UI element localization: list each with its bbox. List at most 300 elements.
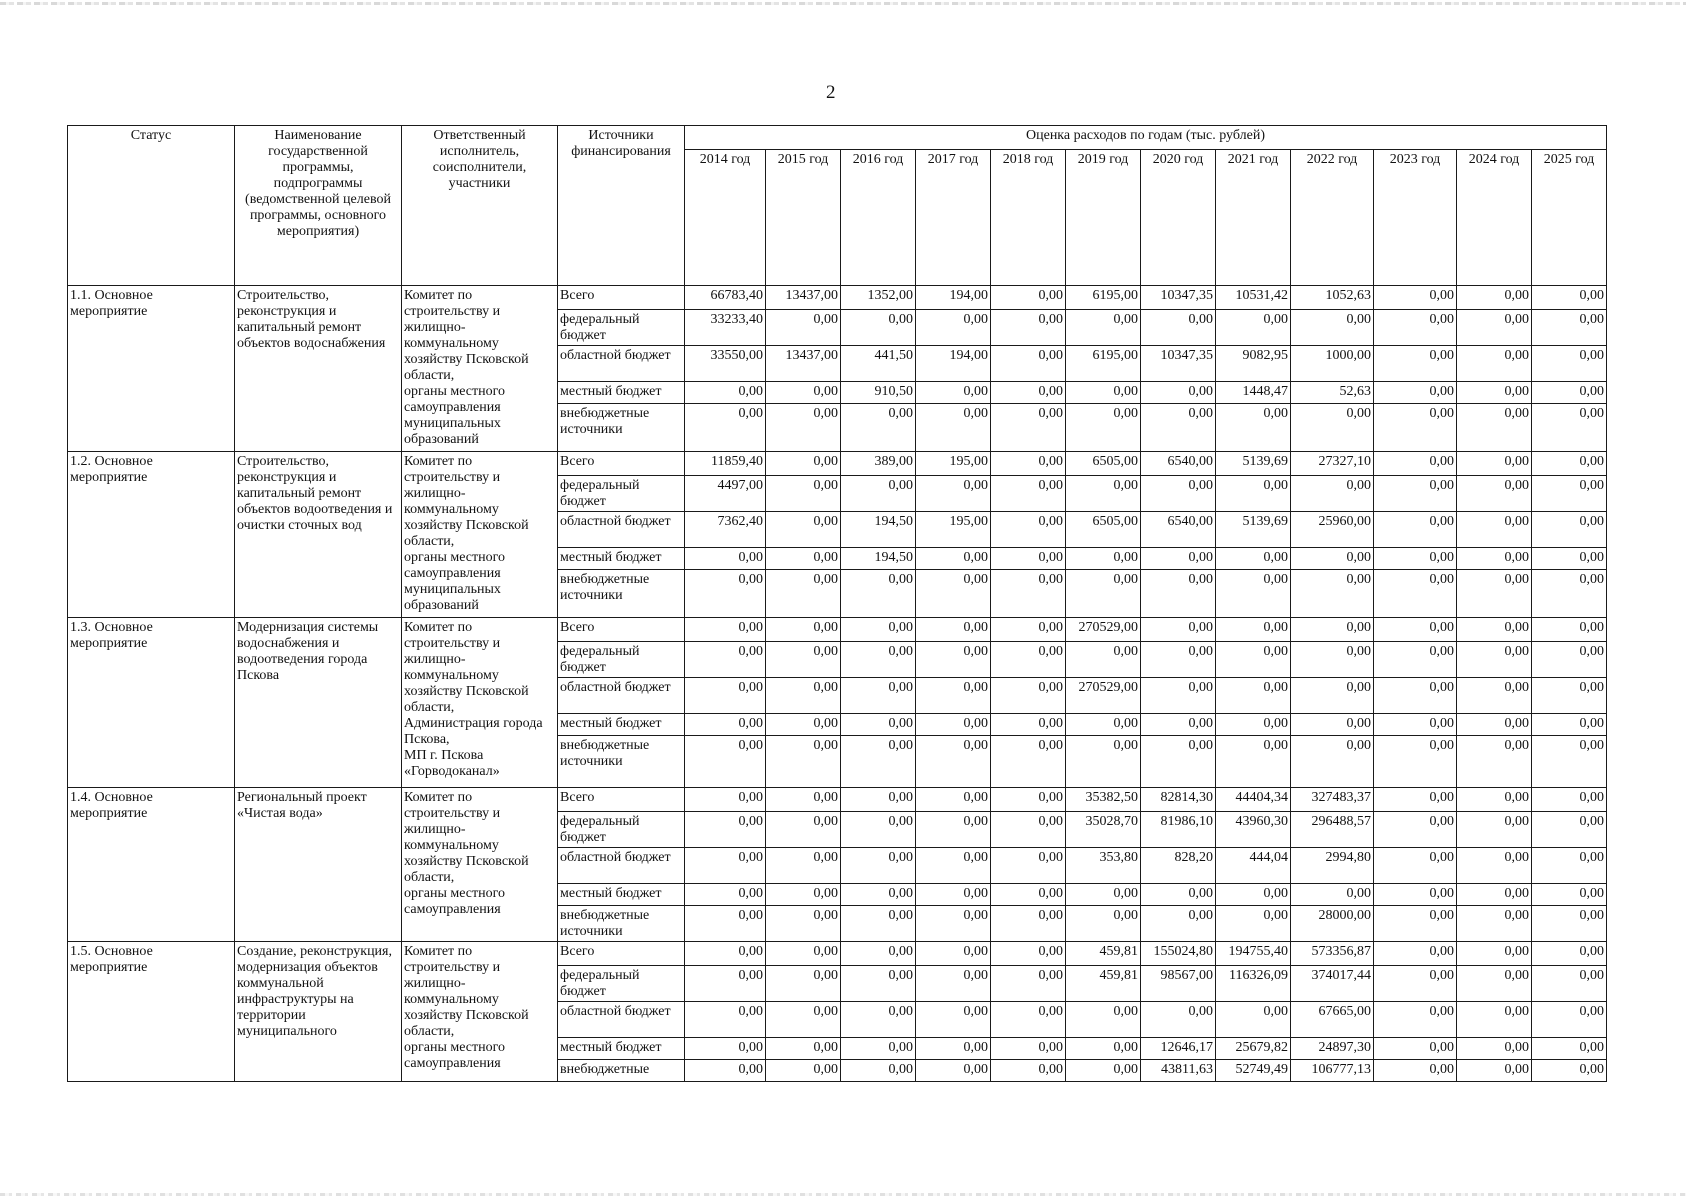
value-cell: 0,00 [766,906,841,942]
header-sources: Источники финансирования [558,126,685,286]
value-cell: 0,00 [1457,1060,1532,1082]
value-cell: 0,00 [685,1038,766,1060]
value-cell: 0,00 [766,404,841,452]
responsible-party: Комитет по строительству и жилищно-коммунальному хозяйству Псковской области, [404,944,529,1039]
funding-source-cell: внебюджетные источники [558,736,685,788]
value-cell: 0,00 [841,404,916,452]
funding-source-cell: федеральный бюджет [558,476,685,512]
value-cell: 0,00 [1216,906,1291,942]
value-cell: 441,50 [841,346,916,382]
value-cell: 0,00 [766,452,841,476]
value-cell: 0,00 [991,714,1066,736]
value-cell: 0,00 [991,966,1066,1002]
value-cell: 0,00 [916,788,991,812]
value-cell: 0,00 [841,942,916,966]
value-cell: 0,00 [1291,678,1374,714]
value-cell: 0,00 [1374,848,1457,884]
value-cell: 0,00 [991,812,1066,848]
value-cell: 0,00 [1457,848,1532,884]
value-cell: 0,00 [1374,512,1457,548]
funding-source-cell: внебюджетные источники [558,404,685,452]
value-cell: 0,00 [916,966,991,1002]
program-name-cell: Строительство, реконструкция и капитальный ремонт объектов водоснабжения [235,286,402,452]
value-cell: 6195,00 [1066,346,1141,382]
value-cell: 0,00 [1066,714,1141,736]
value-cell: 0,00 [1457,310,1532,346]
value-cell: 6195,00 [1066,286,1141,310]
value-cell: 44404,34 [1216,788,1291,812]
value-cell: 194755,40 [1216,942,1291,966]
value-cell: 0,00 [1457,966,1532,1002]
value-cell: 0,00 [1374,570,1457,618]
value-cell: 0,00 [1066,548,1141,570]
value-cell: 0,00 [1374,476,1457,512]
value-cell: 1448,47 [1216,382,1291,404]
value-cell: 0,00 [1374,812,1457,848]
value-cell: 0,00 [916,548,991,570]
status-cell: 1.3. Основное мероприятие [68,618,235,788]
value-cell: 0,00 [916,1002,991,1038]
value-cell: 0,00 [1216,310,1291,346]
value-cell: 0,00 [685,404,766,452]
value-cell: 0,00 [1216,678,1291,714]
value-cell: 0,00 [1141,548,1216,570]
funding-source-cell: Всего [558,286,685,310]
value-cell: 0,00 [1374,788,1457,812]
responsible-cell [402,788,558,942]
value-cell: 0,00 [916,736,991,788]
value-cell: 0,00 [841,476,916,512]
value-cell: 0,00 [991,906,1066,942]
value-cell: 0,00 [1374,404,1457,452]
value-cell: 0,00 [1141,570,1216,618]
status-cell: 1.1. Основное мероприятие [68,286,235,452]
value-cell: 0,00 [1291,570,1374,618]
value-cell: 10347,35 [1141,286,1216,310]
value-cell: 0,00 [916,1038,991,1060]
value-cell: 0,00 [991,618,1066,642]
value-cell: 0,00 [1457,346,1532,382]
value-cell: 35028,70 [1066,812,1141,848]
value-cell: 0,00 [841,736,916,788]
responsible-party: Администрация города Пскова, [404,716,543,747]
value-cell: 0,00 [1457,548,1532,570]
value-cell: 0,00 [991,678,1066,714]
header-status: Статус [68,126,235,286]
value-cell: 0,00 [1141,714,1216,736]
value-cell: 0,00 [841,678,916,714]
value-cell: 11859,40 [685,452,766,476]
value-cell: 0,00 [1457,1038,1532,1060]
value-cell: 0,00 [1374,618,1457,642]
value-cell: 270529,00 [1066,618,1141,642]
responsible-party: органы местного самоуправления [404,886,505,917]
value-cell: 0,00 [766,678,841,714]
value-cell: 1352,00 [841,286,916,310]
value-cell: 0,00 [991,1002,1066,1038]
value-cell: 0,00 [841,1038,916,1060]
value-cell: 0,00 [766,736,841,788]
value-cell: 0,00 [1141,906,1216,942]
value-cell: 10531,42 [1216,286,1291,310]
value-cell: 0,00 [1216,736,1291,788]
value-cell: 0,00 [1532,310,1607,346]
funding-source-cell: Всего [558,452,685,476]
value-cell: 0,00 [841,642,916,678]
value-cell: 5139,69 [1216,512,1291,548]
value-cell: 0,00 [1532,382,1607,404]
value-cell: 4497,00 [685,476,766,512]
table-body [68,286,1607,1082]
funding-source-cell: областной бюджет [558,678,685,714]
value-cell: 0,00 [1532,548,1607,570]
value-cell: 0,00 [685,906,766,942]
program-name-cell: Создание, реконструкция, модернизация объектов коммунальной инфраструктуры на территории муниципального [235,942,402,1082]
value-cell: 43811,63 [1141,1060,1216,1082]
responsible-party: Комитет по строительству и жилищно-коммунальному хозяйству Псковской области, [404,288,529,383]
value-cell: 0,00 [685,714,766,736]
value-cell: 24897,30 [1291,1038,1374,1060]
value-cell: 0,00 [841,714,916,736]
value-cell: 194,50 [841,548,916,570]
value-cell: 0,00 [1532,404,1607,452]
funding-source-cell: внебюджетные источники [558,570,685,618]
value-cell: 106777,13 [1291,1060,1374,1082]
header-year: 2025 год [1532,150,1607,286]
value-cell: 0,00 [766,512,841,548]
value-cell: 0,00 [991,884,1066,906]
value-cell: 0,00 [1374,642,1457,678]
value-cell: 0,00 [1457,476,1532,512]
value-cell: 0,00 [685,884,766,906]
value-cell: 0,00 [916,714,991,736]
value-cell: 6505,00 [1066,512,1141,548]
value-cell: 81986,10 [1141,812,1216,848]
value-cell: 0,00 [841,788,916,812]
value-cell: 0,00 [1141,618,1216,642]
value-cell: 0,00 [1374,906,1457,942]
value-cell: 0,00 [1216,884,1291,906]
value-cell: 0,00 [991,1038,1066,1060]
value-cell: 0,00 [1216,1002,1291,1038]
value-cell: 0,00 [916,476,991,512]
value-cell: 0,00 [1291,476,1374,512]
value-cell: 0,00 [1374,1038,1457,1060]
value-cell: 0,00 [1532,452,1607,476]
value-cell: 0,00 [766,884,841,906]
funding-source-cell: областной бюджет [558,346,685,382]
funding-source-cell: местный бюджет [558,884,685,906]
funding-source-cell: федеральный бюджет [558,642,685,678]
value-cell: 0,00 [841,1060,916,1082]
value-cell: 444,04 [1216,848,1291,884]
value-cell: 0,00 [1066,642,1141,678]
responsible-party: органы местного самоуправления муниципальных образований [404,384,505,447]
value-cell: 0,00 [1216,548,1291,570]
program-name-cell: Строительство, реконструкция и капитальный ремонт объектов водоотведения и очистки сточных вод [235,452,402,618]
value-cell: 0,00 [1532,714,1607,736]
value-cell: 0,00 [1216,618,1291,642]
value-cell: 0,00 [991,346,1066,382]
scan-edge-top [0,2,1686,5]
value-cell: 0,00 [841,966,916,1002]
value-cell: 0,00 [1532,642,1607,678]
value-cell: 0,00 [1532,906,1607,942]
value-cell: 0,00 [1216,570,1291,618]
value-cell: 0,00 [766,548,841,570]
value-cell: 33550,00 [685,346,766,382]
value-cell: 0,00 [1291,548,1374,570]
value-cell: 0,00 [685,618,766,642]
value-cell: 6540,00 [1141,452,1216,476]
value-cell: 0,00 [1141,678,1216,714]
header-year: 2019 год [1066,150,1141,286]
value-cell: 0,00 [1141,382,1216,404]
value-cell: 9082,95 [1216,346,1291,382]
responsible-cell [402,618,558,788]
status-cell: 1.2. Основное мероприятие [68,452,235,618]
value-cell: 0,00 [685,548,766,570]
responsible-party: органы местного самоуправления муниципальных образований [404,550,505,613]
value-cell: 0,00 [916,642,991,678]
value-cell: 0,00 [1532,942,1607,966]
value-cell: 0,00 [685,942,766,966]
value-cell: 13437,00 [766,346,841,382]
funding-source-cell: местный бюджет [558,548,685,570]
value-cell: 0,00 [991,942,1066,966]
value-cell: 0,00 [1457,714,1532,736]
funding-source-cell: Всего [558,788,685,812]
value-cell: 0,00 [766,942,841,966]
value-cell: 0,00 [1532,848,1607,884]
responsible-cell [402,286,558,452]
funding-source-cell: внебюджетные [558,1060,685,1082]
value-cell: 0,00 [1066,1002,1141,1038]
funding-source-cell: федеральный бюджет [558,966,685,1002]
value-cell: 0,00 [1066,382,1141,404]
table-row [68,286,1607,310]
header-year: 2017 год [916,150,991,286]
value-cell: 0,00 [1066,736,1141,788]
header-year: 2024 год [1457,150,1532,286]
value-cell: 0,00 [841,884,916,906]
value-cell: 0,00 [766,788,841,812]
value-cell: 0,00 [1457,512,1532,548]
value-cell: 0,00 [1141,476,1216,512]
value-cell: 6505,00 [1066,452,1141,476]
value-cell: 0,00 [1291,618,1374,642]
value-cell: 25679,82 [1216,1038,1291,1060]
value-cell: 0,00 [1457,618,1532,642]
value-cell: 353,80 [1066,848,1141,884]
value-cell: 0,00 [1374,346,1457,382]
value-cell: 1000,00 [1291,346,1374,382]
value-cell: 374017,44 [1291,966,1374,1002]
value-cell: 1052,63 [1291,286,1374,310]
table-row [68,788,1607,812]
value-cell: 0,00 [1141,884,1216,906]
value-cell: 12646,17 [1141,1038,1216,1060]
value-cell: 5139,69 [1216,452,1291,476]
value-cell: 194,00 [916,346,991,382]
responsible-party: органы местного самоуправления [404,1040,505,1071]
value-cell: 194,00 [916,286,991,310]
value-cell: 389,00 [841,452,916,476]
value-cell: 195,00 [916,512,991,548]
value-cell: 6540,00 [1141,512,1216,548]
value-cell: 0,00 [841,310,916,346]
funding-source-cell: внебюджетные источники [558,906,685,942]
value-cell: 116326,09 [1216,966,1291,1002]
value-cell: 0,00 [916,618,991,642]
value-cell: 0,00 [991,570,1066,618]
value-cell: 13437,00 [766,286,841,310]
value-cell: 0,00 [766,812,841,848]
table-row [68,618,1607,642]
value-cell: 573356,87 [1291,942,1374,966]
value-cell: 0,00 [841,570,916,618]
value-cell: 0,00 [1457,678,1532,714]
value-cell: 0,00 [1532,512,1607,548]
value-cell: 0,00 [991,788,1066,812]
value-cell: 0,00 [991,512,1066,548]
value-cell: 0,00 [841,848,916,884]
value-cell: 0,00 [1374,286,1457,310]
value-cell: 0,00 [1374,1060,1457,1082]
responsible-cell [402,452,558,618]
value-cell: 0,00 [1374,736,1457,788]
value-cell: 0,00 [916,884,991,906]
responsible-cell [402,942,558,1082]
value-cell: 459,81 [1066,966,1141,1002]
value-cell: 0,00 [1066,310,1141,346]
value-cell: 0,00 [685,966,766,1002]
value-cell: 0,00 [1457,286,1532,310]
value-cell: 0,00 [916,404,991,452]
funding-source-cell: местный бюджет [558,1038,685,1060]
responsible-party: МП г. Пскова «Горводоканал» [404,748,500,779]
value-cell: 0,00 [766,618,841,642]
value-cell: 0,00 [766,1038,841,1060]
value-cell: 0,00 [991,848,1066,884]
value-cell: 0,00 [685,1060,766,1082]
value-cell: 0,00 [991,310,1066,346]
value-cell: 0,00 [1216,404,1291,452]
value-cell: 0,00 [1291,310,1374,346]
value-cell: 0,00 [1532,346,1607,382]
value-cell: 0,00 [766,642,841,678]
value-cell: 0,00 [1066,906,1141,942]
value-cell: 0,00 [1532,476,1607,512]
value-cell: 67665,00 [1291,1002,1374,1038]
value-cell: 0,00 [916,1060,991,1082]
value-cell: 0,00 [1374,966,1457,1002]
budget-table [67,125,1607,1082]
value-cell: 0,00 [1457,812,1532,848]
funding-source-cell: федеральный бюджет [558,812,685,848]
header-year: 2023 год [1374,150,1457,286]
value-cell: 0,00 [685,382,766,404]
value-cell: 0,00 [1141,642,1216,678]
value-cell: 0,00 [1457,1002,1532,1038]
value-cell: 0,00 [841,1002,916,1038]
value-cell: 52749,49 [1216,1060,1291,1082]
page-number: 2 [826,82,836,103]
value-cell: 0,00 [1066,884,1141,906]
value-cell: 270529,00 [1066,678,1141,714]
value-cell: 0,00 [991,286,1066,310]
value-cell: 0,00 [1457,382,1532,404]
value-cell: 0,00 [1457,404,1532,452]
value-cell: 28000,00 [1291,906,1374,942]
value-cell: 98567,00 [1141,966,1216,1002]
value-cell: 828,20 [1141,848,1216,884]
funding-source-cell: местный бюджет [558,382,685,404]
value-cell: 0,00 [1374,382,1457,404]
value-cell: 0,00 [991,476,1066,512]
value-cell: 52,63 [1291,382,1374,404]
header-estimate: Оценка расходов по годам (тыс. рублей) [685,126,1607,150]
header-responsible: Ответственный исполнитель, соисполнители, участники [402,126,558,286]
value-cell: 0,00 [1141,310,1216,346]
value-cell: 0,00 [1374,714,1457,736]
value-cell: 0,00 [1532,966,1607,1002]
value-cell: 0,00 [685,678,766,714]
value-cell: 0,00 [766,570,841,618]
value-cell: 0,00 [1141,736,1216,788]
funding-source-cell: Всего [558,942,685,966]
value-cell: 0,00 [1374,678,1457,714]
value-cell: 0,00 [1291,714,1374,736]
value-cell: 0,00 [916,906,991,942]
value-cell: 33233,40 [685,310,766,346]
responsible-party: Комитет по строительству и жилищно-коммунальному хозяйству Псковской области, [404,620,529,715]
value-cell: 0,00 [685,570,766,618]
value-cell: 0,00 [1532,736,1607,788]
value-cell: 0,00 [766,1060,841,1082]
value-cell: 0,00 [1374,310,1457,346]
value-cell: 0,00 [685,848,766,884]
value-cell: 0,00 [1532,1038,1607,1060]
value-cell: 195,00 [916,452,991,476]
value-cell: 0,00 [766,1002,841,1038]
value-cell: 0,00 [1291,642,1374,678]
table-header [68,126,1607,286]
value-cell: 0,00 [1532,678,1607,714]
value-cell: 0,00 [766,382,841,404]
value-cell: 194,50 [841,512,916,548]
value-cell: 0,00 [766,848,841,884]
value-cell: 0,00 [1532,1002,1607,1038]
value-cell: 0,00 [916,382,991,404]
value-cell: 0,00 [991,452,1066,476]
value-cell: 0,00 [1216,476,1291,512]
funding-source-cell: Всего [558,618,685,642]
scan-edge-bottom [0,1193,1686,1196]
header-year: 2020 год [1141,150,1216,286]
value-cell: 0,00 [685,812,766,848]
value-cell: 0,00 [916,570,991,618]
value-cell: 66783,40 [685,286,766,310]
value-cell: 0,00 [1374,452,1457,476]
funding-source-cell: федеральный бюджет [558,310,685,346]
table-row [68,452,1607,476]
header-year: 2018 год [991,150,1066,286]
program-name-cell: Региональный проект «Чистая вода» [235,788,402,942]
value-cell: 0,00 [1457,570,1532,618]
value-cell: 0,00 [1374,942,1457,966]
value-cell: 0,00 [991,1060,1066,1082]
